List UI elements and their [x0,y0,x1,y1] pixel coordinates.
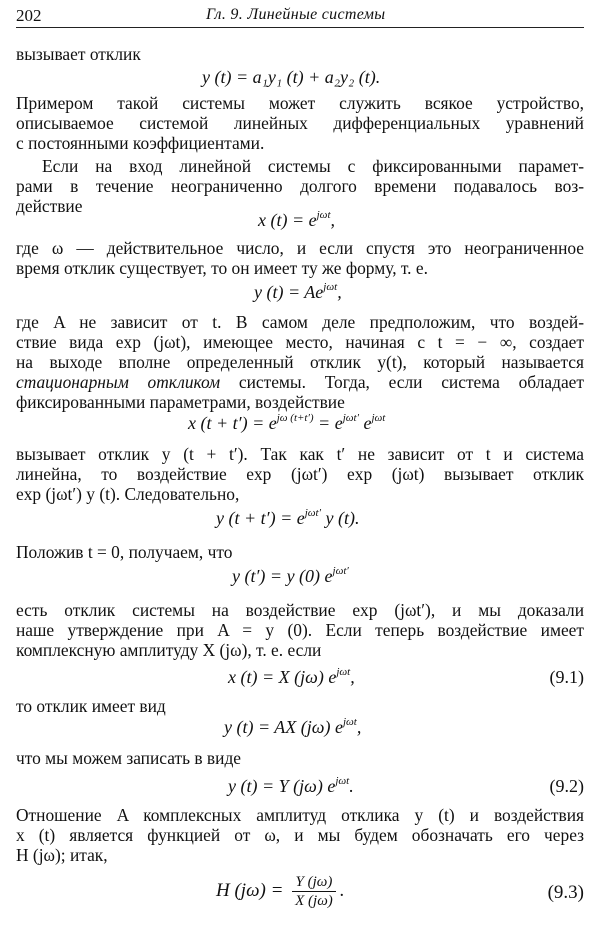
header-rule [16,27,584,28]
equation-response-AX: y (t) = AX (jω) $e^{j\omega t}$, [224,716,362,737]
text-line: Отношение A комплексных амплитуд отклика y (t) и воздействия [16,805,584,825]
equation-9-3-lhs: H (jω) = [216,879,284,901]
equation-shifted-response: y $(t + t') = e^{j\omega t'}$ y (t). [216,507,360,528]
fraction-denominator: X (jω) [295,893,333,909]
transfer-function-fraction [292,873,336,910]
text-line: описываемое системой линейных дифференциальных уравнений [16,113,584,133]
text-line: Положив t = 0, получаем, что [16,542,233,562]
text-line: фиксированными параметрами, воздействие [16,392,345,412]
text-line: есть отклик системы на воздействие exp (jωt′), и мы доказали [16,600,584,620]
text-line: с постоянными коэффициентами. [16,133,265,153]
equation-input [258,210,335,231]
text-line: где A не зависит от t. В самом деле предположим, что воздей- [16,312,584,332]
text-line: действие [16,196,83,216]
text-line: exp (jωt′) y (t). Следовательно, [16,484,240,504]
text-line: рами в течение неограниченно долгого времени подавалось воз- [16,176,584,196]
text-line: линейна, то воздействие exp (jωt′) exp (jωt) вызывает отклик [16,464,584,484]
text-fragment: системы. Тогда, если система обладает [220,372,584,392]
equation-9-1: x (t) = X (jω) $e^{j\omega t}$, [228,666,355,687]
equation-9-3-tail: . [339,879,345,901]
text-line: Примером такой системы может служить всякое устройство, [16,93,584,113]
text-line: наше утверждение при A = y (0). Если теперь воздействие имеет [16,620,584,640]
page-number: 202 [16,6,42,25]
running-head: Гл. 9. Линейные системы [206,6,386,23]
text-line: комплексную амплитуду X (jω), т. е. если [16,640,322,660]
equation-9-3 [216,873,345,910]
equation-y-tprime: y (t′) = y (0) $e^{j\omega t'}$ [232,565,349,586]
text-line: x (t) является функцией от ω, и мы будем обозначать его через [16,825,584,845]
equation-shifted-input: x $(t + t') = e^{j\omega (t+t')} = e^{j\omega t'}$ $e^{j\omega t}$ [188,412,386,433]
text-line: где ω — действительное число, и если спустя это неограниченное [16,238,584,258]
italic-term: стационарным откликом [16,372,221,392]
text-line: время отклик существует, то он имеет ту же форму, т. е. [16,258,428,278]
text-line: H (jω); итак, [16,845,108,865]
equation-number-9-3: (9.3) [547,882,584,903]
equation-input-text: x $(t) = e^{j\omega t}$, [258,209,336,230]
text-line: то отклик имеет вид [16,696,166,716]
page-header [16,6,584,28]
equation-superposition: y (t) = a₁y₁ (t) + a₂y₂ (t). [202,67,381,87]
text-line: ствие вида exp (jωt), имеющее место, начиная с t = − ∞, создает [16,332,584,352]
fraction-numerator: Y (jω) [292,873,336,892]
equation-9-2: y (t) = Y (jω) $e^{j\omega t}$. [228,775,354,796]
equation-number-9-2: (9.2) [549,776,584,796]
text-line: на выходе вполне определенный отклик y(t), который называется [16,352,584,372]
text-line: что мы можем записать в виде [16,748,242,768]
equation-response: y $(t) = Ae^{j\omega t}$, [254,281,342,302]
text-line: вызывает отклик [16,44,141,64]
text-line: Если на вход линейной системы с фиксированными парамет- [42,156,584,176]
equation-number-9-1: (9.1) [549,667,584,687]
text-line: вызывает отклик y (t + t′). Так как t′ не зависит от t и система [16,444,584,464]
text-line [16,372,584,393]
